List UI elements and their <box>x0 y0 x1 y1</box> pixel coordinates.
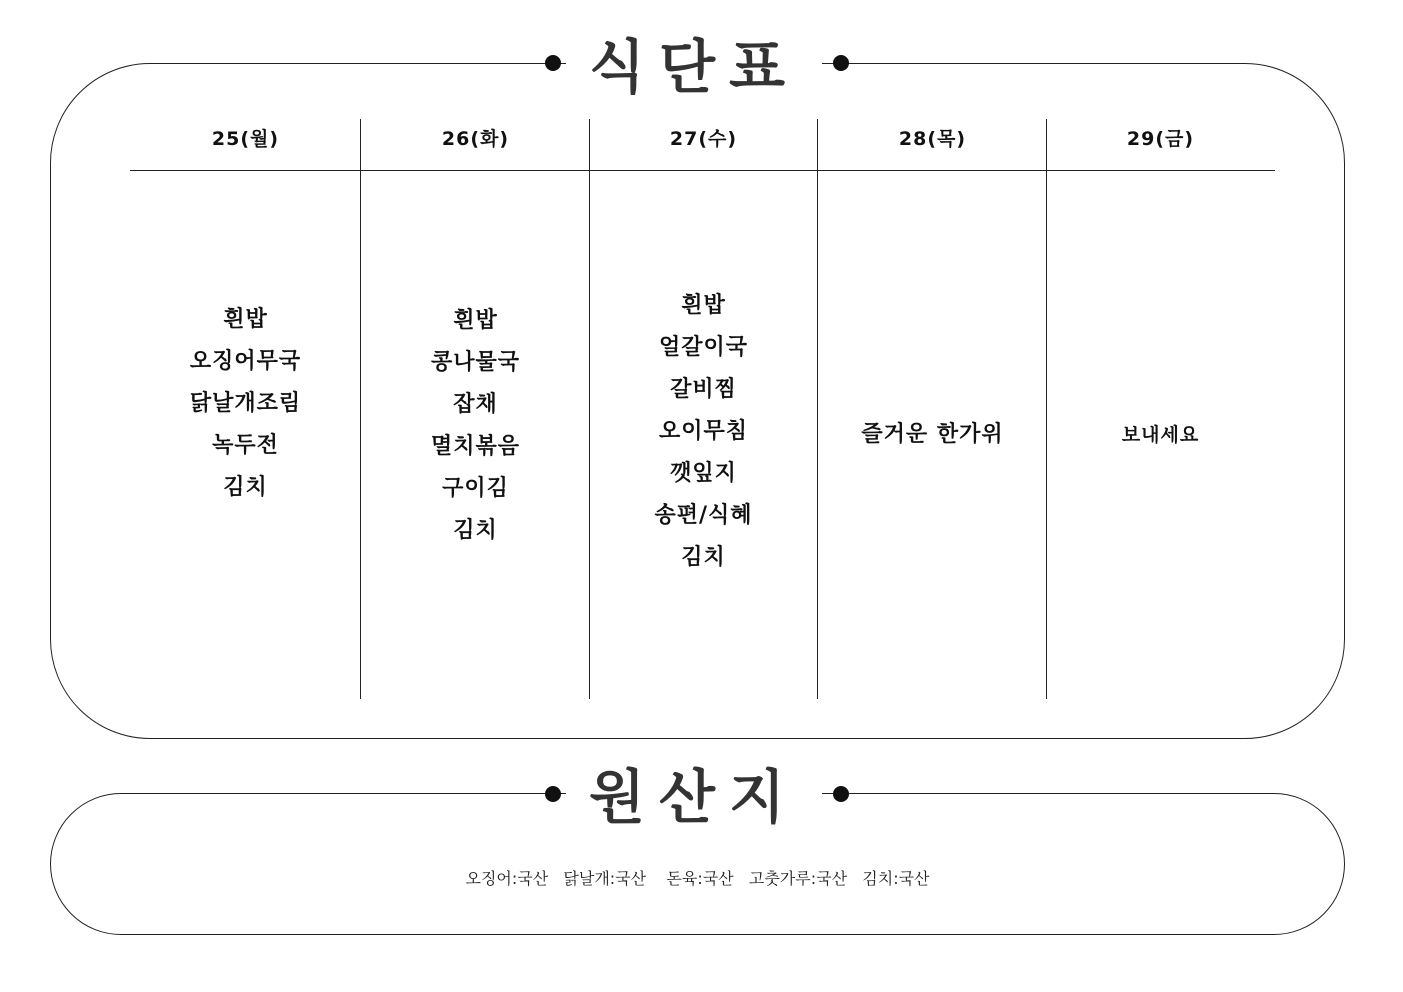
title-dot-left <box>545 55 561 71</box>
day-column-mon <box>131 140 360 668</box>
title-dot-left <box>545 786 561 802</box>
dish-item: 갈비찜 <box>670 377 737 402</box>
dish-item: 깻잎지 <box>670 461 737 486</box>
dish-item: 오징어무국 <box>189 349 302 374</box>
origin-title: 원산지 <box>588 763 800 831</box>
day-header-wed: 27(수) <box>669 128 738 150</box>
dish-item: 콩나물국 <box>430 350 520 375</box>
dish-item: 녹두전 <box>212 433 279 458</box>
day-column-tue <box>361 162 590 690</box>
title-dot-right <box>833 786 849 802</box>
day-header-tue: 26(화) <box>441 128 510 150</box>
day-column-thu <box>818 171 1047 699</box>
dish-item: 김치 <box>223 475 268 500</box>
dish-item: 즐거운 한가위 <box>861 422 1004 447</box>
day-column-fri <box>1046 171 1275 699</box>
day-header-thu: 28(목) <box>898 128 967 150</box>
dish-item: 흰밥 <box>681 293 726 318</box>
day-column-wed <box>589 168 818 696</box>
origin-info: 오징어:국산 닭날개:국산 돈육:국산 고춧가루:국산 김치:국산 <box>465 869 930 888</box>
dish-item: 송편/식혜 <box>654 503 753 528</box>
dish-item: 보내세요 <box>1121 424 1200 446</box>
dish-item: 닭날개조림 <box>189 391 302 416</box>
dish-item: 잡채 <box>453 392 498 417</box>
dish-item: 흰밥 <box>223 307 268 332</box>
dish-item: 오이무침 <box>658 419 748 444</box>
dish-item: 멸치볶음 <box>430 434 520 459</box>
dish-item: 얼갈이국 <box>658 335 748 360</box>
dish-item: 김치 <box>453 518 498 543</box>
title-dot-right <box>833 55 849 71</box>
dish-item: 구이김 <box>442 476 509 501</box>
dish-item: 흰밥 <box>453 308 498 333</box>
dish-item: 김치 <box>681 545 726 570</box>
day-header-fri: 29(금) <box>1126 128 1195 150</box>
day-header-mon: 25(월) <box>211 128 280 150</box>
menu-title: 식단표 <box>588 33 800 101</box>
